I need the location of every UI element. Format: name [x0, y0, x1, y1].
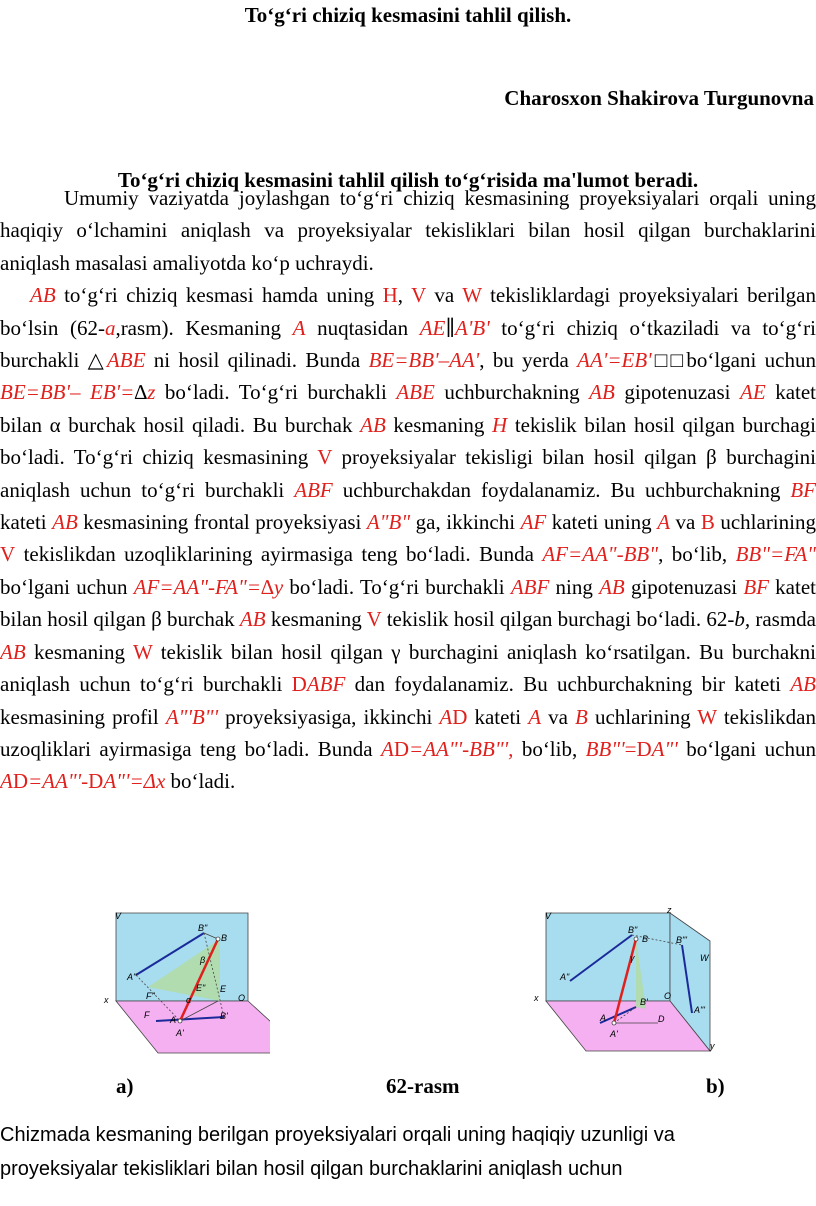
text-segment: V — [366, 607, 382, 632]
text-segment: tekislikdan uzoqliklarining ayirmasiga teng bo‘ladi. Bunda — [15, 542, 543, 567]
text-segment: AB — [360, 412, 386, 437]
label-a1: A' — [176, 1028, 184, 1038]
text-segment: va — [425, 283, 463, 308]
text-segment: A — [292, 315, 306, 340]
text-segment: tekislikdan uzoqliklari ayirmasiga teng bo‘ladi. Bunda — [0, 704, 816, 761]
text-segment: BB"=FA" — [735, 542, 816, 567]
text-segment: V — [411, 283, 426, 308]
text-segment: ABE — [106, 348, 146, 373]
label-y: y — [710, 1041, 715, 1051]
text-segment: rasmda — [750, 607, 816, 632]
text-segment: va — [670, 510, 701, 535]
text-segment: uchburchakdan foydalanamiz. Bu uchburchakning — [332, 477, 791, 502]
text-segment: bo‘lib, — [513, 736, 586, 761]
text-segment: kateti — [0, 510, 53, 535]
text-segment: uchlarining — [587, 704, 698, 729]
text-segment: gipotenuzasi — [624, 574, 744, 599]
label-a3: A"' — [694, 1005, 705, 1015]
text-segment: AB — [30, 283, 56, 308]
text-segment: D — [12, 769, 28, 794]
text-segment: AF — [520, 510, 547, 535]
text-segment: AB — [589, 380, 615, 405]
footer-text — [0, 1118, 816, 1186]
text-segment: uchburchakning — [434, 380, 590, 405]
text-segment: AF=AA"-FA"=∆y — [133, 574, 284, 599]
text-segment: -D — [81, 769, 104, 794]
text-segment: =AA"' — [28, 769, 82, 794]
text-segment: tekislik hosil qilgan burchagi bo‘ladi. 62- — [381, 607, 735, 632]
text-segment: H — [492, 412, 508, 437]
label-o: O — [664, 991, 672, 1001]
text-segment: AA'=EB' — [577, 348, 652, 373]
text-segment: ∆ — [134, 380, 148, 405]
figure-62b-drawing — [530, 905, 720, 1055]
label-o: O — [238, 993, 246, 1003]
label-z: z — [667, 905, 672, 915]
text-segment: AF=AA"-BB" — [542, 542, 659, 567]
paragraph-2 — [0, 279, 816, 798]
text-segment: A"'B"' — [165, 704, 219, 729]
text-segment: V — [0, 542, 16, 567]
caption-a: a) — [116, 1074, 134, 1098]
text-segment: A — [439, 704, 453, 729]
text-segment: D — [393, 736, 410, 761]
figure-62a — [100, 905, 270, 1055]
caption-b: b) — [706, 1074, 725, 1098]
label-beta: β — [200, 955, 206, 965]
label-e: E — [220, 984, 227, 994]
label-v: V — [545, 911, 552, 921]
text-segment: bo‘lgani uchun — [0, 574, 134, 599]
text-segment: □□ — [651, 348, 687, 373]
text-segment: A"' — [651, 736, 678, 761]
label-b2: B" — [628, 925, 638, 935]
text-segment: ABF — [510, 574, 550, 599]
paragraph-1: Umumiy vaziyatda joylashgan to‘g‘ri chiziq kesmasining proyeksiyalari orqali uning haqiqiy o‘lchamini aniqlash va proyeksiyalar tekisliklari bilan hosil qilgan burchaklarini aniqlash masalasi amaliyotda ko‘p uchraydi. — [0, 186, 816, 275]
text-segment: =AA"'-BB"', — [409, 736, 514, 761]
label-w: W — [700, 953, 709, 963]
text-segment: AB — [0, 639, 26, 664]
label-a: A — [170, 1015, 177, 1025]
label-x: x — [534, 993, 539, 1003]
label-a2: A" — [127, 972, 137, 982]
label-b: B — [642, 934, 649, 944]
figure-62b — [530, 905, 720, 1055]
label-alpha: α — [186, 995, 192, 1005]
text-segment: kesmaning — [265, 607, 367, 632]
caption-figure-number: 62-rasm — [386, 1074, 460, 1098]
text-segment: B — [575, 704, 588, 729]
label-f2: F" — [146, 991, 155, 1001]
text-segment: D — [291, 672, 307, 697]
text-segment: ABF — [294, 477, 333, 502]
text-segment: a — [104, 315, 116, 340]
text-segment: D — [452, 704, 468, 729]
text-segment: kesmaning — [385, 412, 493, 437]
label-b1: B' — [640, 997, 648, 1007]
text-segment: bo‘ladi. To‘g‘ri burchakli — [155, 380, 397, 405]
figure-62a-drawing — [100, 905, 270, 1055]
text-segment: ning — [549, 574, 600, 599]
text-segment: kesmasining frontal proyeksiyasi — [77, 510, 367, 535]
text-segment: dan foydalanamiz. Bu uchburchakning bir kateti — [345, 672, 791, 697]
label-a2: A" — [560, 972, 570, 982]
text-segment: va — [541, 704, 576, 729]
text-segment: BE=BB'– EB'= — [0, 380, 135, 405]
text-segment: tekisliklardagi proyeksiyalari berilgan bo‘lsin (62- — [0, 283, 816, 340]
text-segment: B — [700, 510, 715, 535]
text-segment: AB — [239, 607, 266, 632]
label-a1: A' — [610, 1029, 618, 1039]
document-title: To‘g‘ri chiziq kesmasini tahlil qilish. — [244, 3, 572, 27]
text-segment: kesmasining profil — [0, 704, 166, 729]
label-d: D — [658, 1014, 665, 1024]
text-segment: ABF — [306, 672, 346, 697]
text-segment: to‘g‘ri chiziq o‘tkaziladi va to‘g‘ri burchakli △ — [0, 315, 816, 373]
text-segment: ,rasm). Kesmaning — [115, 315, 293, 340]
text-segment: tekislik bilan hosil qilgan γ burchagini aniqlash ko‘rsatilgan. Bu burchakni aniqlash uchun to‘g‘ri burchakli — [0, 639, 816, 697]
text-segment: A — [381, 736, 394, 761]
text-segment: ∥ — [445, 315, 456, 340]
text-segment: kateti — [467, 704, 529, 729]
label-b2: B" — [198, 923, 208, 933]
text-segment: =D — [624, 736, 652, 761]
label-f: F — [144, 1010, 150, 1020]
text-segment: A — [0, 769, 13, 794]
text-segment: AE — [419, 315, 446, 340]
label-gamma: γ — [630, 953, 635, 963]
text-segment: BF — [790, 477, 816, 502]
body-text — [0, 182, 816, 798]
author-name: Charosxon Shakirova Turgunovna — [504, 86, 814, 110]
label-b3: B"' — [676, 935, 687, 945]
text-segment: W — [697, 704, 717, 729]
text-segment: W — [132, 639, 153, 664]
text-segment: AB — [599, 574, 625, 599]
text-segment: BB"' — [585, 736, 625, 761]
text-segment: A"'=Δx — [103, 769, 166, 794]
text-segment: to‘g‘ri chiziq kesmasi hamda uning — [55, 283, 383, 308]
text-segment: bo‘lgani uchun — [686, 348, 816, 373]
text-segment: AB — [790, 672, 816, 697]
label-v: V — [115, 911, 122, 921]
text-segment: AB — [52, 510, 78, 535]
text-segment: W — [462, 283, 482, 308]
text-segment: z — [147, 380, 156, 405]
text-segment: BE=BB'–AA' — [368, 348, 480, 373]
document-subtitle: To‘g‘ri chiziq kesmasini tahlil qilish to‘g‘risida ma'lumot beradi. — [117, 168, 699, 192]
text-segment: A — [657, 510, 671, 535]
label-e2: E" — [196, 983, 206, 993]
text-segment: bo‘ladi. — [165, 769, 236, 794]
label-b1: B' — [220, 1011, 228, 1021]
text-segment: kateti uning — [546, 510, 658, 535]
text-segment: ga, ikkinchi — [410, 510, 521, 535]
text-segment: katet bilan α burchak hosil qiladi. Bu burchak — [0, 380, 816, 437]
text-segment: bo‘ladi. To‘g‘ri burchakli — [283, 574, 511, 599]
text-segment: kesmaning — [25, 639, 133, 664]
text-segment: katet bilan hosil qilgan β burchak — [0, 574, 816, 632]
text-segment: proyeksiyalar tekisligi bilan hosil qilgan β burchagini aniqlash uchun to‘g‘ri burchakli — [0, 445, 816, 502]
text-segment: proyeksiyasiga, ikkinchi — [218, 704, 440, 729]
text-segment: nuqtasidan — [305, 315, 420, 340]
label-a: A — [600, 1013, 607, 1023]
text-segment: BF — [743, 574, 769, 599]
text-segment: A'B' — [455, 315, 490, 340]
text-segment: b, — [734, 607, 751, 632]
text-segment: ABE — [396, 380, 435, 405]
text-segment: uchlarining — [714, 510, 816, 535]
text-segment: V — [317, 445, 333, 470]
label-x: x — [104, 995, 109, 1005]
text-segment: tekislik bilan hosil qilgan burchagi bo‘ladi. To‘g‘ri chiziq kesmasining — [0, 412, 816, 470]
text-segment: bo‘lgani uchun — [677, 736, 816, 761]
text-segment: gipotenuzasi — [614, 380, 741, 405]
text-segment: , bo‘lib, — [658, 542, 736, 567]
footer-line-2: proyeksiyalar tekisliklari bilan hosil qilgan burchaklarini aniqlash uchun — [0, 1158, 623, 1180]
footer-line-1: Chizmada kesmaning berilgan proyeksiyalari orqali uning haqiqiy uzunligi va — [0, 1124, 675, 1146]
text-segment: AE — [740, 380, 766, 405]
label-b: B — [221, 933, 228, 943]
text-segment: , — [397, 283, 412, 308]
text-segment: , bu yerda — [479, 348, 578, 373]
text-segment: A — [528, 704, 542, 729]
text-segment: ni hosil qilinadi. Bunda — [145, 348, 369, 373]
text-segment: H — [382, 283, 398, 308]
text-segment: A"B" — [366, 510, 411, 535]
